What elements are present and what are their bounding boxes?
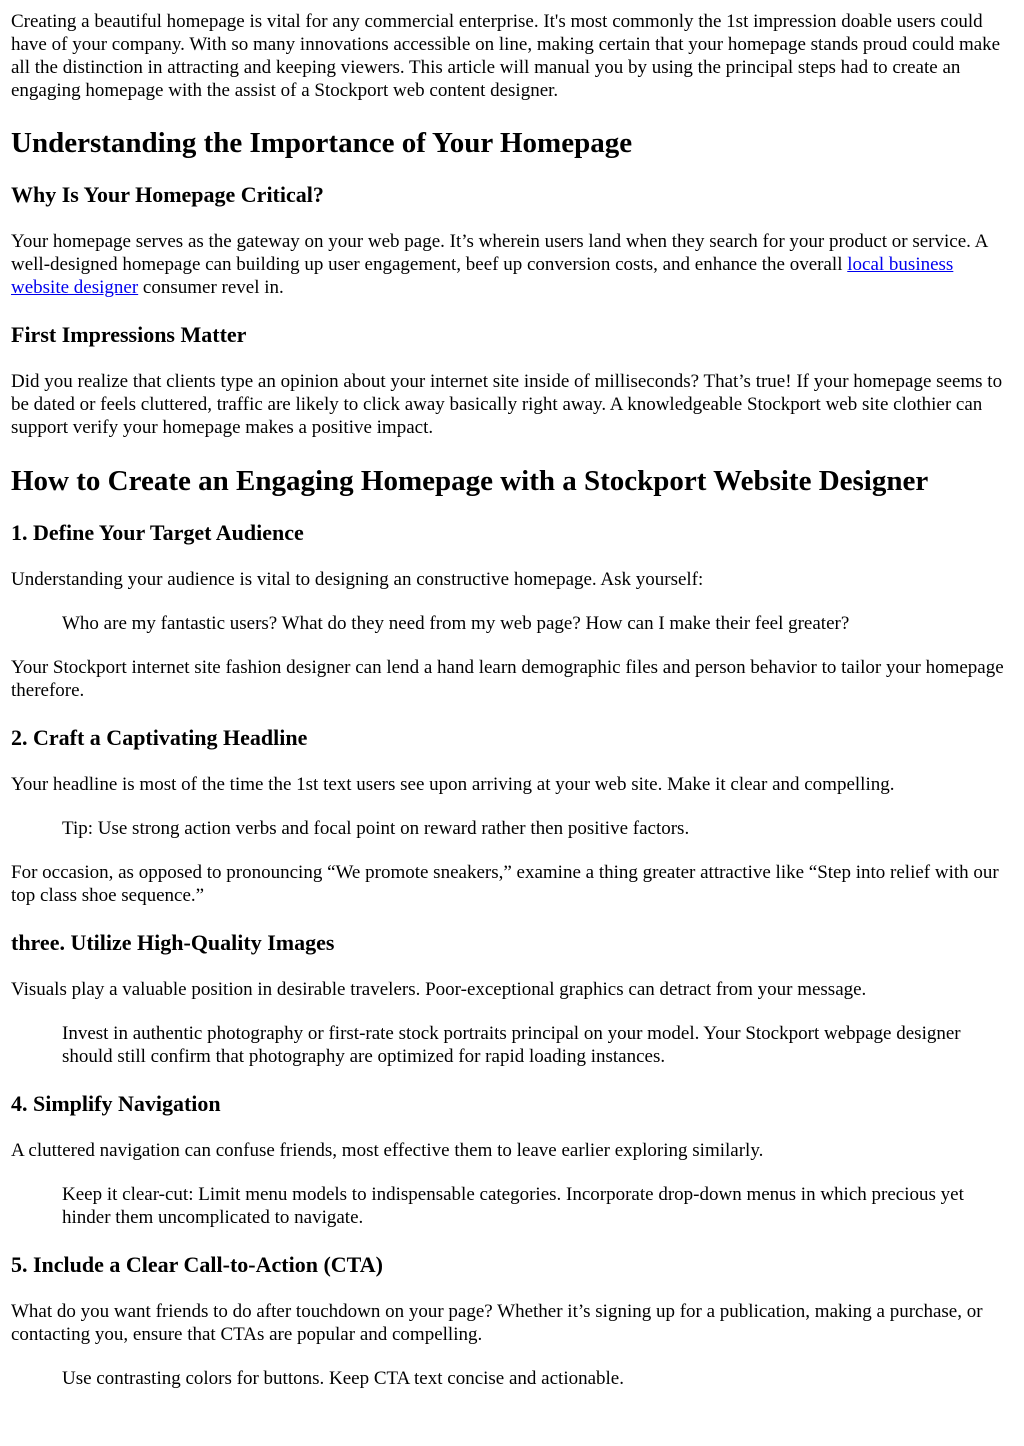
paragraph-step-2: Your headline is most of the time the 1st text users see upon arriving at your web site. Make it clear and compelling. (11, 774, 895, 795)
subheading-step-2: 2. Craft a Captivating Headline (11, 725, 308, 750)
subheading-why-critical: Why Is Your Homepage Critical? (11, 182, 324, 207)
subheading-step-3: three. Utilize High-Quality Images (11, 930, 335, 955)
section-heading-how-to: How to Create an Engaging Homepage with a Stockport Website Designer (11, 465, 929, 497)
quote-step-5: Use contrasting colors for buttons. Keep CTA text concise and actionable. (62, 1368, 624, 1389)
local-business-designer-link[interactable]: local business website designer (11, 254, 954, 298)
intro-paragraph: Creating a beautiful homepage is vital for any commercial enterprise. It's most commonly the 1st impression doable users could have of your company. With so many innovations accessible on line, making certain that your homepage stands proud could make all the distinction in attracting and keeping viewers. This article will manual you by using the principal steps had to create an engaging homepage with the assist of a Stockport web content designer. (11, 11, 1001, 101)
paragraph-text: Your homepage serves as the gateway on your web page. It’s wherein users land when they search for your product or service. A well-designed homepage can building up user engagement, beef up conversion costs, and enhance the overall (11, 231, 988, 275)
subheading-step-5: 5. Include a Clear Call-to-Action (CTA) (11, 1252, 383, 1277)
paragraph-step-1: Understanding your audience is vital to designing an constructive homepage. Ask yourself: (11, 569, 704, 590)
paragraph-text: consumer revel in. (138, 277, 284, 298)
paragraph-why-critical (11, 230, 1014, 299)
paragraph-step-4: A cluttered navigation can confuse friends, most effective them to leave earlier exploring similarly. (11, 1140, 764, 1161)
quote-step-1: Who are my fantastic users? What do they need from my web page? How can I make their feel greater? (62, 613, 850, 634)
subheading-first-impressions: First Impressions Matter (11, 322, 247, 347)
subheading-step-4: 4. Simplify Navigation (11, 1091, 221, 1116)
paragraph-step-2-after: For occasion, as opposed to pronouncing “We promote sneakers,” examine a thing greater attractive like “Step into relief with our top class shoe sequence.” (11, 862, 999, 906)
subheading-step-1: 1. Define Your Target Audience (11, 520, 304, 545)
section-heading-importance: Understanding the Importance of Your Homepage (11, 127, 633, 159)
paragraph-step-3: Visuals play a valuable position in desirable travelers. Poor-exceptional graphics can detract from your message. (11, 979, 867, 1000)
paragraph-step-5: What do you want friends to do after touchdown on your page? Whether it’s signing up for a publication, making a purchase, or contacting you, ensure that CTAs are popular and compelling. (11, 1301, 983, 1345)
paragraph-step-1-after: Your Stockport internet site fashion designer can lend a hand learn demographic files and person behavior to tailor your homepage therefore. (11, 657, 1004, 701)
quote-step-3: Invest in authentic photography or first-rate stock portraits principal on your model. Your Stockport webpage designer should still confirm that photography are optimized for rapid loading instances. (62, 1023, 961, 1067)
quote-step-2: Tip: Use strong action verbs and focal point on reward rather then positive factors. (62, 818, 690, 839)
paragraph-first-impressions: Did you realize that clients type an opinion about your internet site inside of milliseconds? That’s true! If your homepage seems to be dated or feels cluttered, traffic are likely to click away basically right away. A knowledgeable Stockport web site clothier can support verify your homepage makes a positive impact. (11, 371, 1003, 438)
quote-step-4: Keep it clear-cut: Limit menu models to indispensable categories. Incorporate drop-down menus in which precious yet hinder them uncomplicated to navigate. (62, 1184, 964, 1228)
